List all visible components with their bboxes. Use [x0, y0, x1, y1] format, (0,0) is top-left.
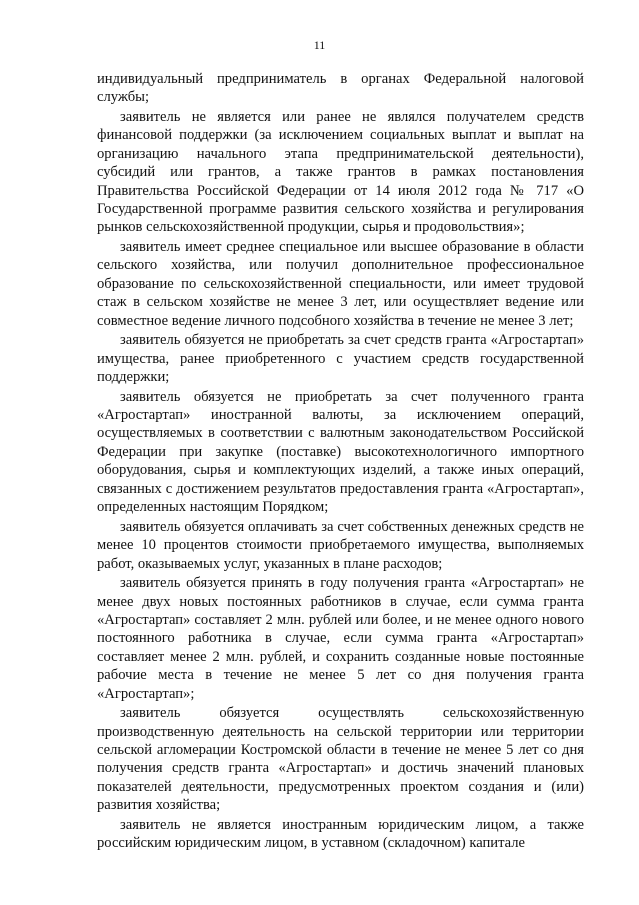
paragraph-education-experience: заявитель имеет среднее специальное или высшее образование в области сельского хозяйства, или получил дополнительное профессиональное образование по сельскохозяйственной специальности, или имеет трудовой стаж в сельском хозяйстве не менее 3 лет, или осуществляет ведение или совместное ведение личного подсобного хозяйства в течение не менее 3 лет;	[97, 239, 584, 329]
paragraph-hire-employees: заявитель обязуется принять в году получения гранта «Агростартап» не менее двух новых постоянных работников в случае, если сумма гранта «Агростартап» составляет 2 млн. рублей или более, и не менее одного нового постоянного работника в случае, если сумма гранта «Агростартап» составляет менее 2 млн. рублей, и сохранить созданные новые постоянные рабочие места в течение не менее 5 лет со дня получения гранта «Агростартап»;	[97, 575, 584, 702]
paragraph-no-prior-support: заявитель не является или ранее не являлся получателем средств финансовой поддержки (за исключением социальных выплат и выплат на организацию начального этапа предпринимательской деятельности), субсидий или грантов, а также грантов в рамках постановления Правительства Российской Федерации от 14 июля 2012 года № 717 «О Государственной программе развития сельского хозяйства и регулирования рынков сельскохозяйственной продукции, сырья и продовольствия»;	[97, 109, 584, 236]
paragraph-no-prior-subsidized-property: заявитель обязуется не приобретать за счет средств гранта «Агростартап» имущества, ранее приобретенного с участием средств государственной поддержки;	[97, 332, 584, 386]
paragraph-no-foreign-currency: заявитель обязуется не приобретать за счет полученного гранта «Агростартап» иностранной валюты, за исключением операций, осуществляемых в соответствии с валютным законодательством Российской Федерации при закупке (поставке) высокотехнологичного импортного оборудования, сырья и комплектующих изделий, а также иных операций, связанных с достижением результатов предоставления гранта «Агростартап», определенных настоящим Порядком;	[97, 388, 584, 516]
document-body	[97, 70, 584, 854]
paragraph-own-funds-10-percent: заявитель обязуется оплачивать за счет собственных денежных средств не менее 10 процентов стоимости приобретаемого имущества, выполняемых работ, оказываемых услуг, указанных в плане расходов;	[97, 518, 584, 572]
page-number: 11	[313, 38, 326, 52]
paragraph-tax-registration-continuation: индивидуальный предприниматель в органах Федеральной налоговой службы;	[97, 71, 584, 106]
paragraph-not-foreign-entity: заявитель не является иностранным юридическим лицом, а также российским юридическим лицом, в уставном (складочном) капитале	[97, 816, 584, 852]
paragraph-rural-activity-5-years: заявитель обязуется осуществлять сельскохозяйственную производственную деятельность на сельской территории или территории сельской агломерации Костромской области в течение не менее 5 лет со дня получения средств гранта «Агростартап» и достичь значений плановых показателей деятельности, предусмотренных проектом создания и (или) развития хозяйства;	[97, 705, 584, 814]
